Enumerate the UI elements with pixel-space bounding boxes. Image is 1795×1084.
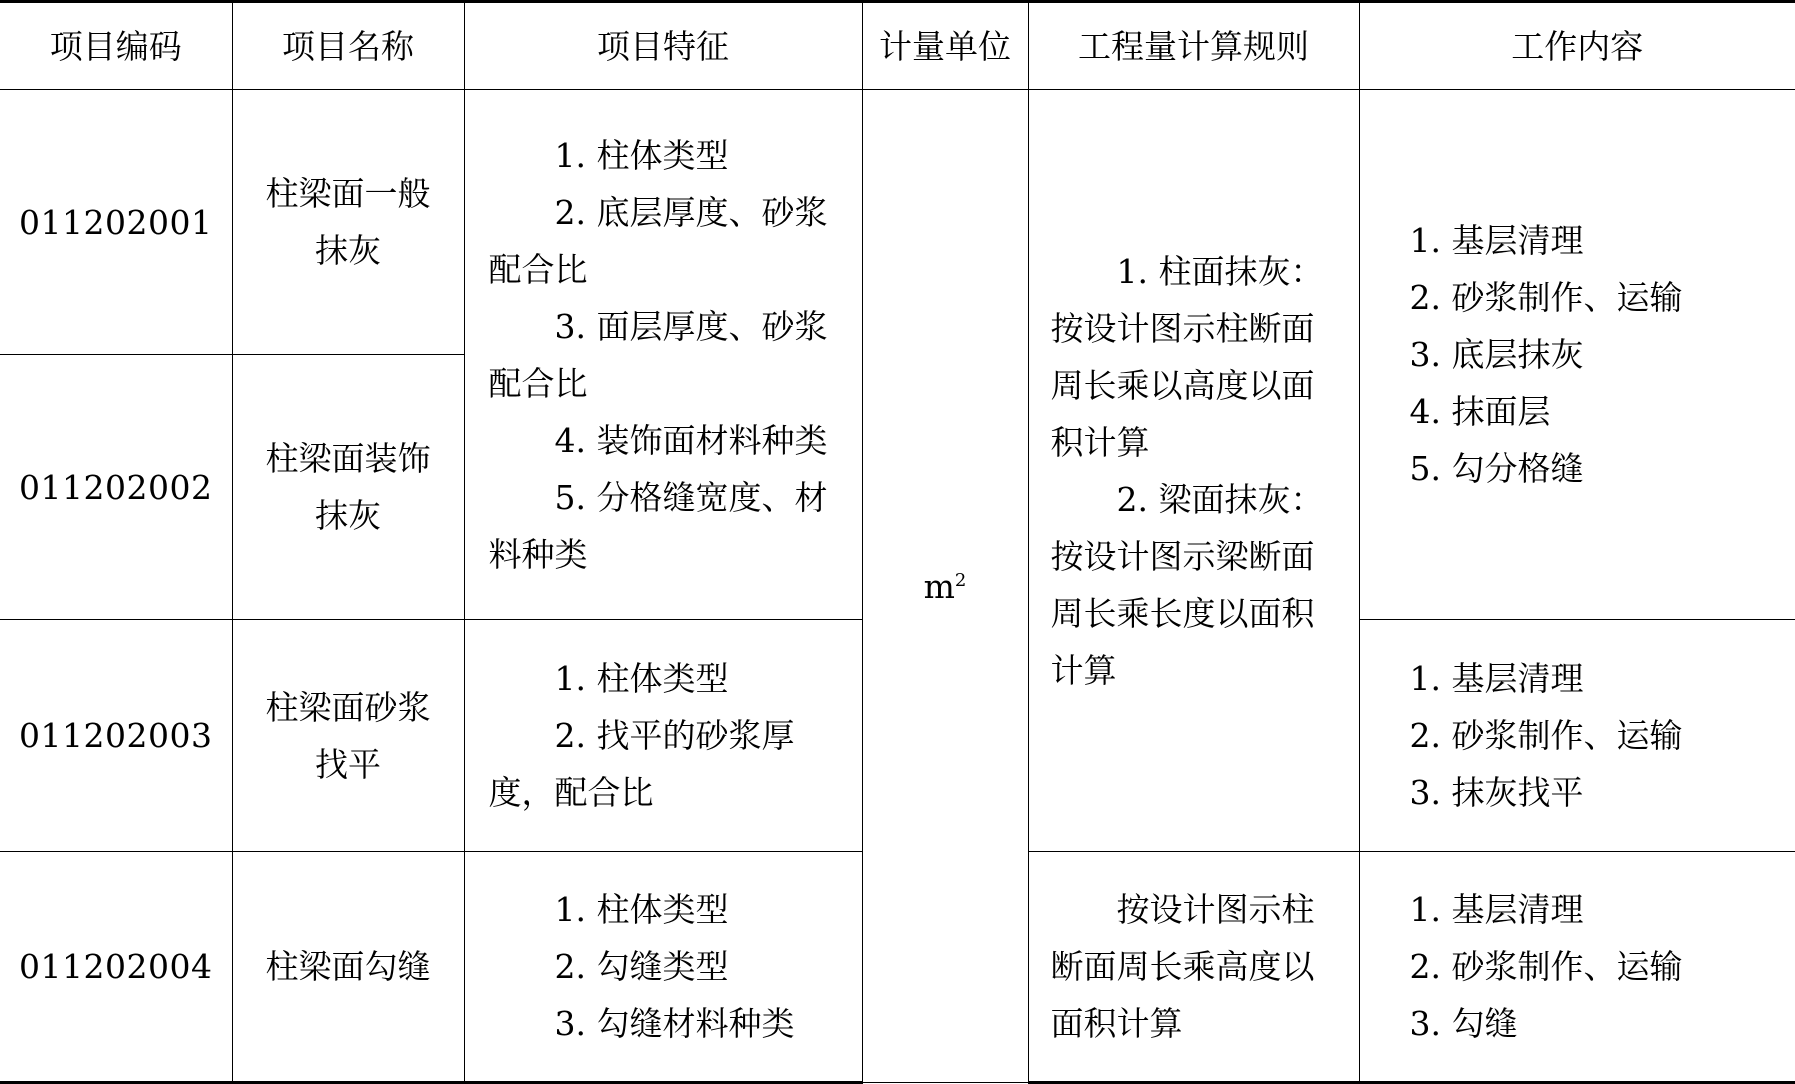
item-name-line: 抹灰 — [315, 231, 381, 270]
calc-rules-cell — [1028, 90, 1359, 852]
feature-item: 1. 柱体类型 — [554, 890, 729, 929]
feature-item: 1. 柱体类型 — [554, 135, 729, 175]
work-content-cell — [1359, 852, 1795, 1083]
work-item: 1. 基层清理 — [1409, 221, 1584, 260]
header-code: 项目编码 — [0, 2, 232, 90]
unit-base: m — [923, 566, 955, 606]
work-item: 2. 砂浆制作、运输 — [1409, 278, 1683, 317]
work-item: 3. 底层抹灰 — [1409, 335, 1584, 374]
item-features-cell — [464, 620, 862, 852]
work-content-cell — [1359, 620, 1795, 852]
work-item: 2. 砂浆制作、运输 — [1409, 716, 1683, 755]
item-name-line: 柱梁面砂浆 — [265, 687, 431, 727]
feature-item: 5. 分格缝宽度、材料种类 — [488, 477, 828, 574]
header-name: 项目名称 — [232, 2, 464, 90]
item-name-line: 柱梁面装饰 — [265, 439, 431, 478]
feature-item: 3. 勾缝材料种类 — [554, 1004, 795, 1043]
feature-item: 3. 面层厚度、砂浆配合比 — [488, 306, 828, 403]
item-name-cell — [232, 620, 464, 852]
unit-exponent: 2 — [954, 569, 967, 591]
feature-item: 4. 装饰面材料种类 — [554, 420, 828, 460]
item-code-cell: 011202004 — [0, 852, 232, 1083]
work-item: 1. 基层清理 — [1409, 890, 1584, 929]
item-name-cell — [232, 355, 464, 620]
feature-item: 1. 柱体类型 — [554, 659, 729, 698]
item-name-line: 找平 — [315, 744, 381, 784]
item-name-line: 柱梁面一般 — [265, 174, 431, 213]
item-name-line: 抹灰 — [315, 496, 381, 535]
work-item: 5. 勾分格缝 — [1409, 449, 1584, 488]
rule-item: 按设计图示柱断面周长乘高度以面积计算 — [1050, 890, 1315, 1043]
item-code-cell: 011202001 — [0, 90, 232, 355]
header-rules: 工程量计算规则 — [1028, 2, 1359, 90]
rule-item: 1. 柱面抹灰：按设计图示柱断面周长乘以高度以面积计算 — [1050, 251, 1324, 462]
header-features: 项目特征 — [464, 2, 862, 90]
unit-cell — [862, 90, 1028, 1083]
table-header-row — [0, 2, 1795, 90]
item-code-cell: 011202002 — [0, 355, 232, 620]
calc-rules-cell — [1028, 852, 1359, 1083]
header-unit: 计量单位 — [862, 2, 1028, 90]
work-item: 1. 基层清理 — [1409, 659, 1584, 698]
feature-item: 2. 找平的砂浆厚度，配合比 — [488, 716, 795, 812]
item-name-cell — [232, 90, 464, 355]
work-content-cell — [1359, 90, 1795, 620]
work-item: 3. 抹灰找平 — [1409, 773, 1584, 812]
work-item: 3. 勾缝 — [1409, 1004, 1518, 1043]
item-features-cell — [464, 90, 862, 620]
work-item: 2. 砂浆制作、运输 — [1409, 947, 1683, 986]
item-features-cell — [464, 852, 862, 1083]
feature-item: 2. 勾缝类型 — [554, 947, 729, 986]
feature-item: 2. 底层厚度、砂浆配合比 — [488, 192, 828, 289]
item-name-line: 柱梁面勾缝 — [265, 947, 431, 986]
header-work: 工作内容 — [1359, 2, 1795, 90]
table-row — [0, 90, 1795, 355]
item-code-cell: 011202003 — [0, 620, 232, 852]
work-item: 4. 抹面层 — [1409, 392, 1551, 431]
item-name-cell — [232, 852, 464, 1083]
rule-item: 2. 梁面抹灰：按设计图示梁断面周长乘长度以面积计算 — [1050, 479, 1324, 690]
